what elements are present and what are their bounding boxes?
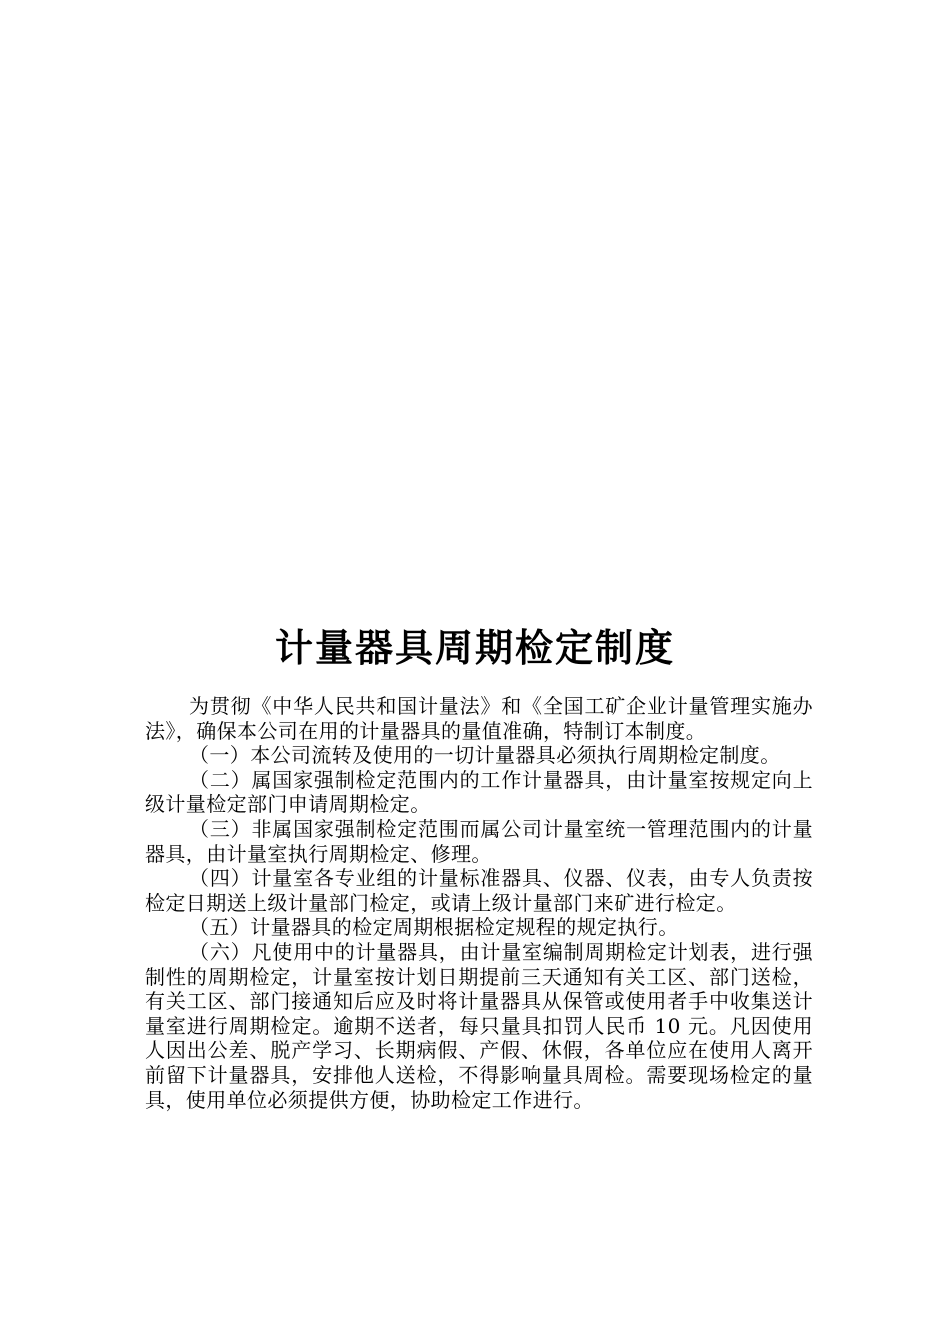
paragraph-clause-1: （一）本公司流转及使用的一切计量器具必须执行周期检定制度。: [189, 743, 781, 768]
paragraph-clause-6: （六）凡使用中的计量器具，由计量室编制周期检定计划表，进行强制性的周期检定，计量室按计划日期提前三天通知有关工区、部门送检，有关工区、部门接通知后应及时将计量器具从保管或使用者手中收集送计量室进行周期检定。逾期不送者，每只量具扣罚人民币 10 元。凡因使用人因出公差、脱产学习、长期病假、产假、休假，各单位应在使用人离开前留下计量器具，安排他人送检，不得影响量具周检。需要现场检定的量具，使用单位必须提供方便，协助检定工作进行。: [145, 939, 813, 1112]
paragraph-clause-2: （二）属国家强制检定范围内的工作计量器具，由计量室按规定向上级计量检定部门申请周期检定。: [145, 767, 813, 817]
document-body: [145, 694, 813, 1112]
paragraph-intro: 为贯彻《中华人民共和国计量法》和《全国工矿企业计量管理实施办法》，确保本公司在用的计量器具的量值准确，特制订本制度。: [145, 694, 813, 743]
paragraph-clause-3: （三）非属国家强制检定范围而属公司计量室统一管理范围内的计量器具，由计量室执行周期检定、修理。: [145, 816, 813, 866]
document-title: 计量器具周期检定制度: [274, 625, 675, 670]
paragraph-clause-5: （五）计量器具的检定周期根据检定规程的规定执行。: [189, 915, 679, 940]
paragraph-clause-4: （四）计量室各专业组的计量标准器具、仪器、仪表，由专人负责按检定日期送上级计量部门检定，或请上级计量部门来矿进行检定。: [145, 866, 813, 915]
